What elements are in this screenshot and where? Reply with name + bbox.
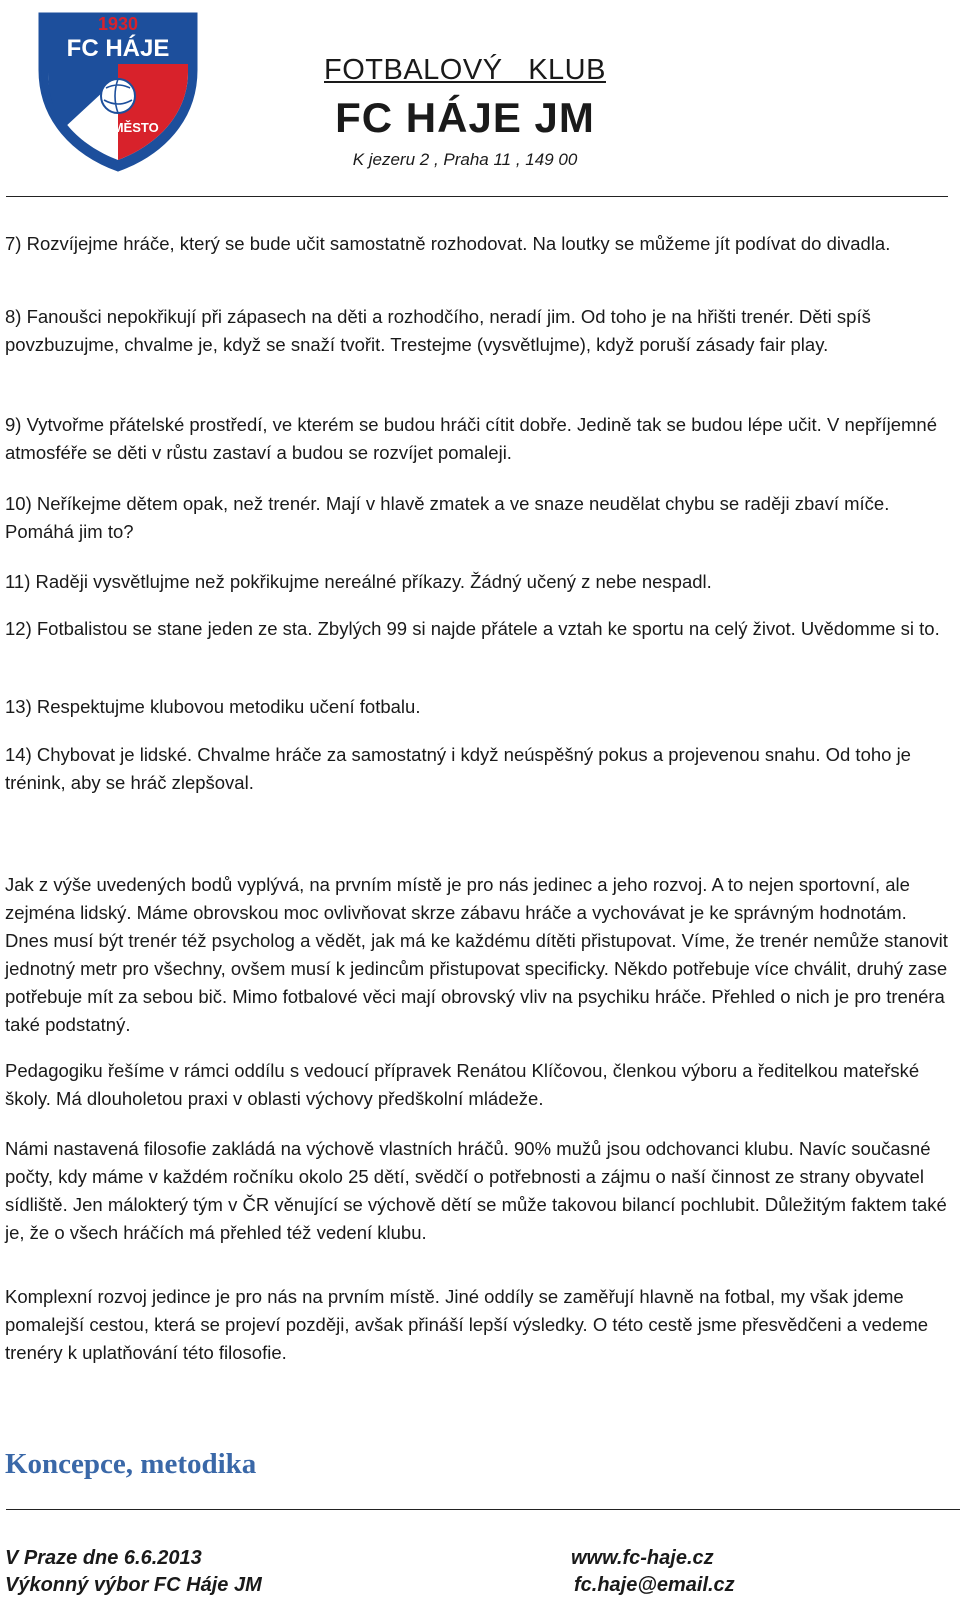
club-logo <box>34 8 202 174</box>
paragraph-individual-development: Jak z výše uvedených bodů vyplývá, na prvním místě je pro nás jedinec a jeho rozvoj. A to nejen sportovní, ale zejména lidský. Máme obrovskou moc ovlivňovat skrze zábavu hráče a vychovávat je ke správným hodnotám. Dnes musí být trenér též psycholog a vědět, jak má ke každému dítěti přistupovat. Víme, že trenér nemůže stanovit jednotný metr pro všechny, ovšem musí k jedincům přistupovat specificky. Někdo potřebuje více chválit, druhý zase potřebuje mít za sebou bič. Mimo fotbalové věci mají obrovský vliv na psychiku hráče. Přehled o nich je pro trenéra také podstatný. <box>5 874 948 1035</box>
footer-date: V Praze dne 6.6.2013 <box>5 1547 202 1569</box>
rule-8: 8) Fanoušci nepokřikují při zápasech na děti a rozhodčího, neradí jim. Od toho je na hřišti trenér. Děti spíš povzbuzujme, chvalme je, když se snaží tvořit. Trestejme (vysvětlujme), když poruší zásady fair play. <box>5 306 871 355</box>
paragraph-pedagogy: Pedagogiku řešíme v rámci oddílu s vedoucí přípravek Renátou Klíčovou, členkou výboru a ředitelkou mateřské školy. Má dlouholetou praxi v oblasti výchovy předškolní mládeže. <box>5 1060 920 1109</box>
club-type: FOTBALOVÝ KLUB <box>324 54 606 86</box>
rule-12: 12) Fotbalistou se stane jeden ze sta. Zbylých 99 si najde přátele a vztah ke sportu na celý život. Uvědomme si to. <box>5 618 940 639</box>
paragraph-philosophy: Námi nastavená filosofie zakládá na výchově vlastních hráčů. 90% mužů jsou odchovanci klubu. Navíc současné počty, kdy máme v každém ročníku okolo 25 dětí, svědčí o potřebnosti a zájmu o naší činnost ze strany obyvatel sídliště. Jen málokterý tým v ČR věnující se výchově dětí se může takovou bilancí pochlubit. Důležitým faktem také je, že o všech hráčích má přehled též vedení klubu. <box>5 1138 947 1243</box>
logo-year: 1930 <box>97 14 139 34</box>
rule-7: 7) Rozvíjejme hráče, který se bude učit samostatně rozhodovat. Na loutky se můžeme jít podívat do divadla. <box>5 233 891 254</box>
rule-11: 11) Raději vysvětlujme než pokřikujme nereálné příkazy. Žádný učený z nebe nespadl. <box>5 571 712 592</box>
club-name: FC HÁJE JM <box>335 94 595 141</box>
footer-website-link[interactable]: www.fc-haje.cz <box>571 1547 714 1569</box>
header-divider <box>6 196 948 197</box>
logo-place: JIŽNÍ MĚSTO <box>77 120 159 135</box>
paragraph-complex-development: Komplexní rozvoj jedince je pro nás na prvním místě. Jiné oddíly se zaměřují hlavně na fotbal, my však jdeme pomalejší cestou, která se projeví později, avšak přináší lepší výsledky. O této cestě jsme přesvědčeni a vedeme trenéry k uplatňování této filosofie. <box>5 1286 929 1363</box>
section-heading: Koncepce, metodika <box>5 1448 257 1480</box>
rule-10: 10) Neříkejme dětem opak, než trenér. Mají v hlavě zmatek a ve snaze neudělat chybu se raději zbaví míče. Pomáhá jim to? <box>5 493 890 542</box>
rule-14: 14) Chybovat je lidské. Chvalme hráče za samostatný i když neúspěšný pokus a projevenou snahu. Od toho je trénink, aby se hráč zlepšoval. <box>5 744 911 793</box>
logo-name: FC HÁJE <box>66 35 170 62</box>
footer-committee: Výkonný výbor FC Háje JM <box>5 1574 262 1596</box>
club-address: K jezeru 2 , Praha 11 , 149 00 <box>352 150 578 169</box>
footer-email-link[interactable]: fc.haje@email.cz <box>574 1574 735 1596</box>
rule-9: 9) Vytvořme přátelské prostředí, ve kterém se budou hráči cítit dobře. Jedině tak se budou lépe učit. V nepříjemné atmosféře se děti v růstu zastaví a budou se rozvíjet pomaleji. <box>5 414 937 463</box>
rule-13: 13) Respektujme klubovou metodiku učení fotbalu. <box>5 696 421 717</box>
footer-divider <box>6 1509 960 1510</box>
football-ball-icon <box>101 79 135 113</box>
